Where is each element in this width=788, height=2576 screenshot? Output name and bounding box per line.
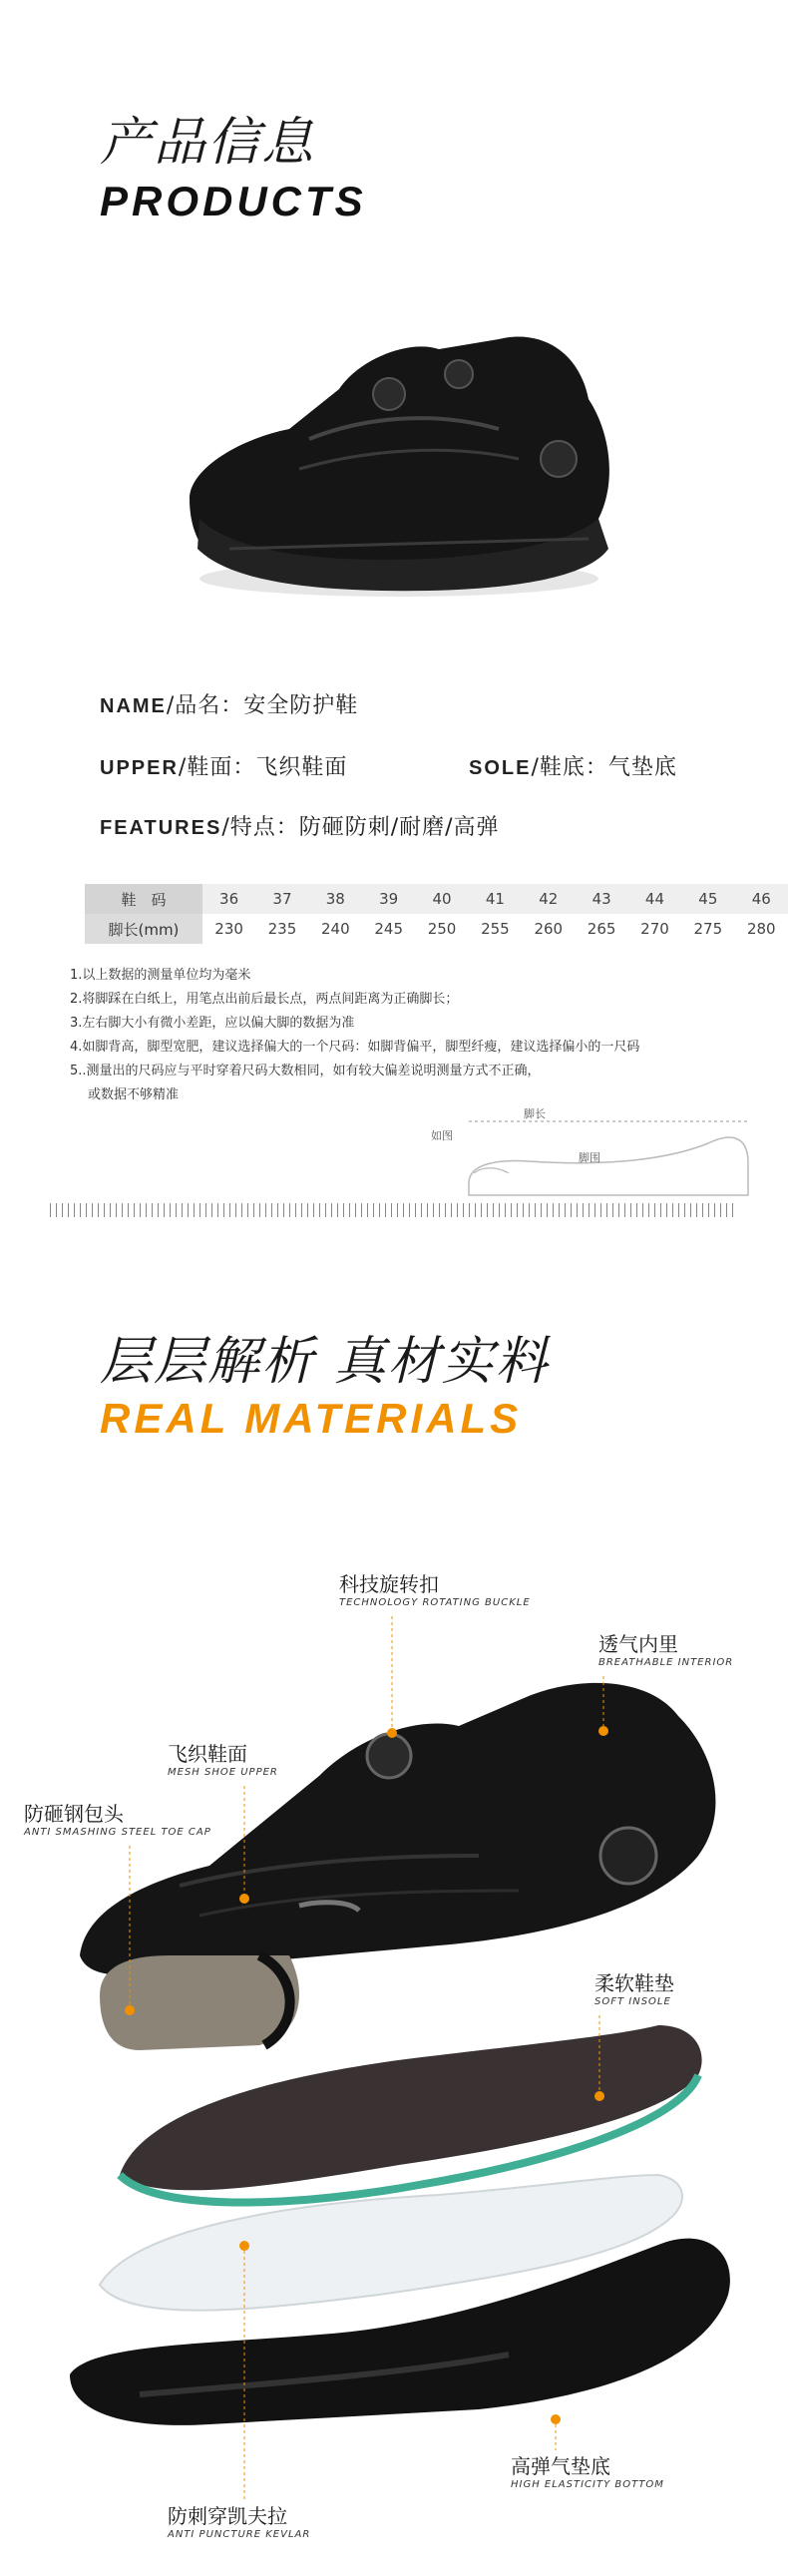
size-cell: 46 [735,884,788,914]
callout-interior-en: BREATHABLE INTERIOR [598,1657,734,1668]
note-line: 2.将脚踩在白纸上，用笔点出前后最长点，两点间距离为正确脚长； [70,992,459,1007]
callout-insole-en: SOFT INSOLE [594,1996,671,2007]
callout-kevlar-cn: 防刺穿凯夫拉 [168,2504,287,2528]
length-cell: 245 [374,920,403,938]
length-row-label: 脚长(mm) [85,914,202,944]
callout-toecap-en: ANTI SMASHING STEEL TOE CAP [24,1827,211,1838]
callout-buckle [339,1568,531,1608]
buckle-marker [387,1728,397,1738]
products-title-cn: 产品信息 [100,113,316,173]
length-cell: 265 [587,920,616,938]
size-row [85,884,788,914]
kevlar-marker [239,2241,249,2251]
info-sole [469,750,677,781]
info-sole-label: SOLE [469,757,532,779]
callout-interior [598,1628,733,1668]
note-line: 5..测量出的尺码应与平时穿着尺码大数相同，如有较大偏差说明测量方式不正确， [70,1064,541,1078]
length-cell: 230 [214,920,243,938]
size-cell: 38 [309,884,362,914]
foot-circ-label: 脚围 [579,1151,600,1164]
callout-insole [594,1967,674,2007]
foot-fold-label: 如图 [431,1129,453,1142]
materials-title-en: REAL MATERIALS [100,1395,523,1442]
note-line: 1.以上数据的测量单位均为毫米 [70,968,251,983]
length-cell: 240 [321,920,350,938]
callout-kevlar [168,2500,310,2540]
info-upper [100,750,347,781]
callout-insole-cn: 柔软鞋垫 [594,1971,674,1995]
note-line: 3.左右脚大小有微小差距，应以偏大脚的数据为准 [70,1016,355,1031]
callout-interior-cn: 透气内里 [598,1632,678,1656]
callout-bottom-en: HIGH ELASTICITY BOTTOM [511,2479,664,2490]
callout-upper [168,1738,278,1778]
length-cell: 270 [640,920,669,938]
callout-bottom-cn: 高弹气垫底 [511,2454,610,2478]
callout-upper-cn: 飞织鞋面 [168,1742,247,1766]
length-cell: 250 [427,920,457,938]
info-name-value: /品名：安全防护鞋 [166,693,359,718]
size-cell: 45 [681,884,734,914]
size-cell: 44 [628,884,681,914]
ruler-divider [50,1203,738,1217]
bottom-marker [551,2414,561,2424]
length-cell: 280 [746,920,776,938]
products-title-en: PRODUCTS [100,178,367,224]
size-cell: 43 [575,884,627,914]
info-sole-value: /鞋底：气垫底 [531,755,677,780]
upper-marker [239,1894,249,1904]
size-cell: 41 [469,884,522,914]
info-name [100,688,358,719]
callout-bottom [511,2450,664,2490]
size-cell: 40 [415,884,468,914]
size-cell: 37 [255,884,308,914]
materials-title-cn: 层层解析 真材实料 [100,1332,550,1392]
callout-toecap [24,1798,211,1838]
product-shoe-image [170,319,628,619]
info-features-value: /特点：防砸防刺/耐磨/高弹 [221,815,500,840]
info-upper-value: /鞋面：飞织鞋面 [178,755,348,780]
insole-marker [594,2091,604,2101]
info-features [100,810,500,841]
info-features-label: FEATURES [100,817,222,839]
measurement-notes [70,964,708,1107]
interior-marker [598,1726,608,1736]
length-cell: 260 [534,920,564,938]
length-cell: 255 [481,920,510,938]
info-upper-label: UPPER [100,757,179,779]
note-line: 4.如脚背高，脚型宽肥，建议选择偏大的一个尺码：如脚背偏平，脚型纤瘦，建议选择偏小的一尺码 [70,1040,640,1055]
callout-toecap-cn: 防砸钢包头 [24,1802,124,1826]
size-cell: 36 [202,884,255,914]
toecap-marker [125,2005,135,2015]
callout-upper-en: MESH SHOE UPPER [168,1767,278,1778]
callout-buckle-en: TECHNOLOGY ROTATING BUCKLE [339,1597,531,1608]
info-name-label: NAME [100,695,167,717]
size-cell: 42 [522,884,575,914]
foot-length-label: 脚长 [524,1107,546,1120]
size-row-label: 鞋 码 [85,884,202,914]
length-cell: 275 [693,920,723,938]
length-row [85,914,788,944]
callout-kevlar-en: ANTI PUNCTURE KEVLAR [168,2529,311,2540]
note-line: 或数据不够精准 [88,1087,180,1102]
size-table [85,884,788,944]
size-cell: 39 [362,884,415,914]
callout-buckle-cn: 科技旋转扣 [339,1572,439,1596]
length-cell: 235 [267,920,297,938]
